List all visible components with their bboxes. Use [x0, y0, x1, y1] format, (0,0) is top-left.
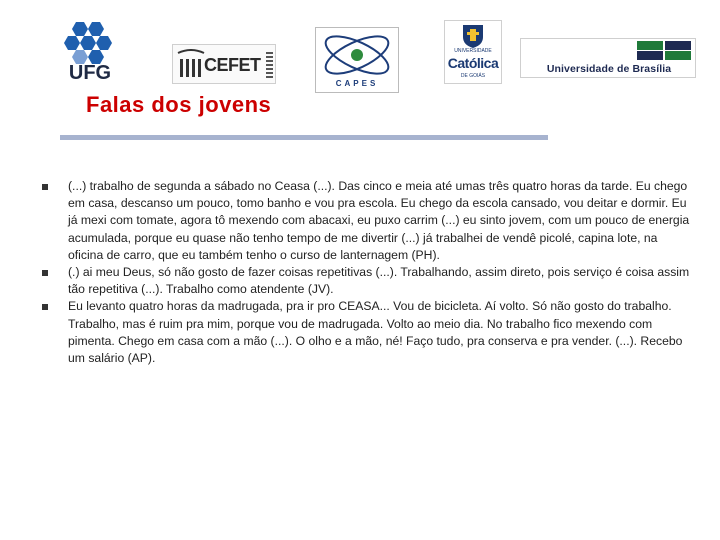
bullet-square-icon [42, 184, 48, 190]
list-item [38, 178, 698, 264]
unb-wordmark: Universidade de Brasília [546, 63, 672, 75]
catolica-top-text: UNIVERSIDADE [454, 48, 492, 54]
list-item [38, 298, 698, 367]
ufg-logo [62, 20, 118, 82]
bullet-text: (...) trabalho de segunda a sábado no Ceasa (...). Das cinco e meia até umas três quatro horas da tarde. Eu chego em casa, descanso um pouco, tomo banho e vou pra escola. Eu chego da escola cansado, vou deitar e dormir. Eu já mexi com tomate, agora tô mexendo com abacaxi, eu puxo carrim (...) eu sinto jovem, com um pouco de energia acumulada, porque eu quase não tenho tempo de me divertir (...) já trabalhei de vendê picolé, capina lote, na oficina de carro, que eu também tenho o curso de lanternagem (PH). [68, 179, 690, 262]
slide-title: Falas dos jovens [86, 92, 272, 117]
catolica-logo [444, 20, 502, 84]
cefet-side-mark [266, 52, 273, 78]
bullet-list [38, 178, 698, 367]
capes-wordmark: CAPES [335, 79, 379, 88]
catolica-bottom-text: DE GOIÁS [460, 73, 486, 79]
title-underline [60, 135, 548, 140]
catolica-wordmark: Católica [447, 55, 499, 71]
catolica-shield-icon [461, 23, 485, 49]
bullet-square-icon [42, 304, 48, 310]
ufg-wordmark: UFG [68, 62, 112, 84]
cefet-logo [172, 44, 276, 84]
capes-orbit-icon [316, 30, 398, 80]
bullet-text: Eu levanto quatro horas da madrugada, pra ir pro CEASA... Vou de bicicleta. Aí volto. Só não gosto do trabalho. Trabalho, mas é ruim pra mim, porque vou de madrugada. Volto ao meio dia. No trabalho fico mexendo com pimenta. Chego em casa com a mão (...). O olho e a mão, né! Faço tudo, pra conserva e pra vender. (...). Recebo um salário (AP). [68, 299, 683, 366]
unb-logo [520, 38, 696, 78]
bullet-square-icon [42, 270, 48, 276]
ufg-hexagon-icon [62, 20, 118, 64]
unb-flag-icon [637, 41, 693, 61]
bullet-text: (.) ai meu Deus, só não gosto de fazer coisas repetitivas (...). Trabalhando, assim direto, pois serviço é coisa assim tão repetitiva (...). Trabalho como atendente (JV). [68, 265, 690, 297]
capes-logo [315, 27, 399, 93]
cefet-wordmark: CEFET [204, 55, 261, 75]
list-item [38, 264, 698, 298]
cefet-emblem-icon [176, 49, 206, 81]
